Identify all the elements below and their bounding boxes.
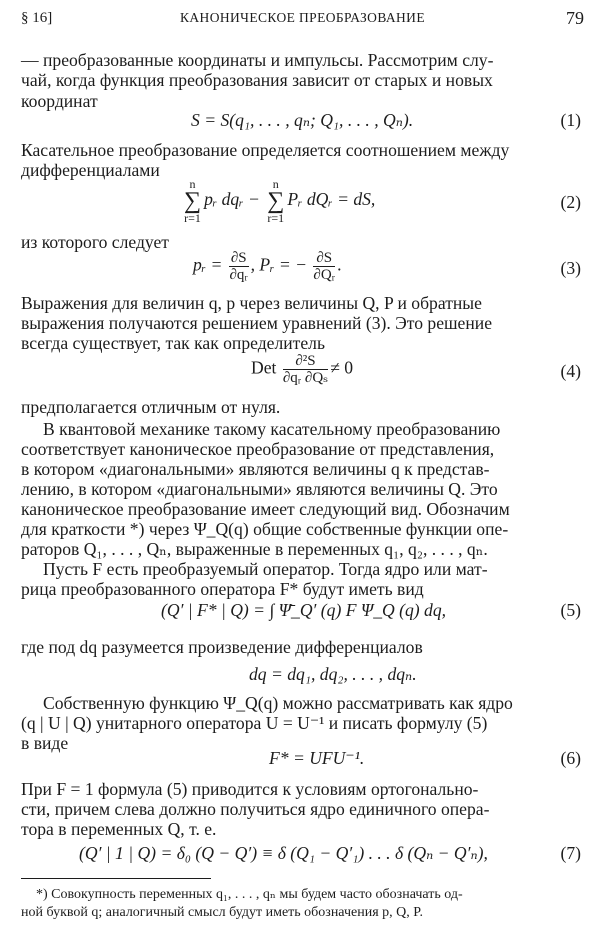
equation-term: Det — [251, 357, 277, 378]
sum-lower-limit: r=1 — [267, 211, 285, 225]
equation-5b — [21, 664, 581, 686]
text-line: тора в переменных Q, т. е. — [21, 819, 217, 839]
text-line: раторов Q₁, . . . , Qₙ, выраженные в переменных q₁, q₂, . . . , qₙ. — [21, 539, 488, 559]
footnote-rule — [21, 878, 211, 879]
equation-body: dq = dq₁, dq₂, . . . , dqₙ. — [249, 664, 417, 684]
text-line: При F = 1 формула (5) приводится к условиям ортогонально- — [21, 779, 479, 799]
fraction — [283, 353, 328, 386]
numerator: ∂S — [230, 250, 247, 266]
footnote-line: ной буквой q; аналогичный смысл будут иметь обозначения p, Q, P. — [21, 905, 423, 920]
chapter-title: КАНОНИЧЕСКОЕ ПРЕОБРАЗОВАНИЕ — [180, 10, 425, 25]
fraction — [229, 250, 249, 283]
text-line: дифференциалами — [21, 160, 160, 180]
equation-4 — [21, 353, 581, 389]
text-line: Касательное преобразование определяется соотношением между — [21, 140, 510, 160]
numerator: ∂S — [313, 250, 335, 267]
text-line: координат — [21, 91, 98, 111]
equation-1 — [21, 110, 581, 132]
text-line: где под dq разумеется произведение дифференциалов — [21, 637, 423, 657]
text-line: для краткости *) через Ψ_Q(q) общие собственные функции опе- — [21, 519, 509, 539]
equation-term: , Pᵣ = − — [250, 254, 307, 275]
equation-2 — [21, 178, 581, 226]
text-line: в котором «диагональными» являются величины q к представ- — [21, 459, 490, 479]
sum-upper-limit: n — [189, 177, 196, 191]
equation-body: S = S(q₁, . . . , qₙ; Q₁, . . . , Qₙ). — [191, 110, 414, 130]
equation-number: (4) — [560, 361, 581, 381]
equation-6 — [21, 748, 581, 770]
equation-body: F* = UFU⁻¹. — [269, 748, 365, 768]
equation-number: (7) — [560, 843, 581, 863]
equation-number: (5) — [560, 600, 581, 620]
numerator: ∂²S — [283, 353, 328, 370]
denominator: ∂qᵣ — [229, 267, 248, 283]
text-line: всегда существует, так как определитель — [21, 333, 325, 353]
text-line: (q | U | Q) унитарного оператора U = U⁻¹ и писать формулу (5) — [21, 713, 488, 733]
equation-7 — [21, 843, 581, 867]
section-number: § 16] — [21, 10, 53, 26]
fraction — [313, 250, 335, 283]
text-line: предполагается отличным от нуля. — [21, 397, 281, 417]
text-line: Выражения для величин q, p через величины Q, P и обратные — [21, 293, 482, 313]
text-line: В квантовой механике такому касательному преобразованию — [43, 419, 501, 439]
sum-lower-limit: r=1 — [184, 211, 201, 225]
text-line: Пусть F есть преобразуемый оператор. Тогда ядро или мат- — [43, 559, 488, 579]
equation-term: pᵣ = — [193, 254, 223, 275]
sum-sign: n ∑ r=1 — [184, 177, 202, 225]
equation-term: pᵣ dqᵣ − — [204, 189, 260, 210]
text-line: лению, в котором «диагональными» являются величины Q. Это — [21, 479, 498, 499]
equation-3 — [21, 250, 581, 286]
denominator: ∂Qᵣ — [313, 267, 336, 283]
text-line: сти, причем слева должно получиться ядро единичного опера- — [21, 799, 490, 819]
footnote-line: *) Совокупность переменных q₁, . . . , qₙ мы будем часто обозначать од- — [36, 887, 463, 902]
equation-5 — [21, 600, 581, 626]
text-line: из которого следует — [21, 232, 169, 252]
text-line: соответствует каноническое преобразование от представления, — [21, 439, 495, 459]
running-header — [21, 10, 584, 32]
text-line: рица преобразованного оператора F* будут иметь вид — [21, 579, 424, 599]
equation-term: . — [337, 254, 342, 275]
text-line: Собственную функцию Ψ_Q(q) можно рассматривать как ядро — [43, 693, 513, 713]
equation-body: (Q′ | F* | Q) = ∫ Ψ̄_Q′ (q) F Ψ_Q (q) dq, — [161, 600, 447, 620]
denominator: ∂qᵣ ∂Qₛ — [282, 370, 329, 386]
equation-term: ≠ 0 — [330, 357, 354, 378]
page-number: 79 — [566, 8, 584, 28]
equation-number: (6) — [560, 748, 581, 768]
text-line: чай, когда функция преобразования зависит от старых и новых — [21, 70, 493, 90]
equation-term: Pᵣ dQᵣ = dS, — [287, 189, 376, 210]
text-line: — преобразованные координаты и импульсы. Рассмотрим слу- — [21, 50, 494, 70]
sum-upper-limit: n — [272, 177, 279, 191]
equation-number: (2) — [560, 192, 581, 212]
text-line: в виде — [21, 733, 69, 753]
text-line: каноническое преобразование имеет следующий вид. Обозначим — [21, 499, 510, 519]
text-line: выражения получаются решением уравнений (3). Это решение — [21, 313, 493, 333]
equation-number: (1) — [560, 110, 581, 130]
sum-sign: n ∑ r=1 — [267, 177, 285, 225]
equation-body: (Q′ | 1 | Q) = δ₀ (Q − Q′) ≡ δ (Q₁ − Q′₁) . . . δ (Qₙ − Q′ₙ), — [79, 843, 488, 863]
equation-number: (3) — [560, 258, 581, 278]
